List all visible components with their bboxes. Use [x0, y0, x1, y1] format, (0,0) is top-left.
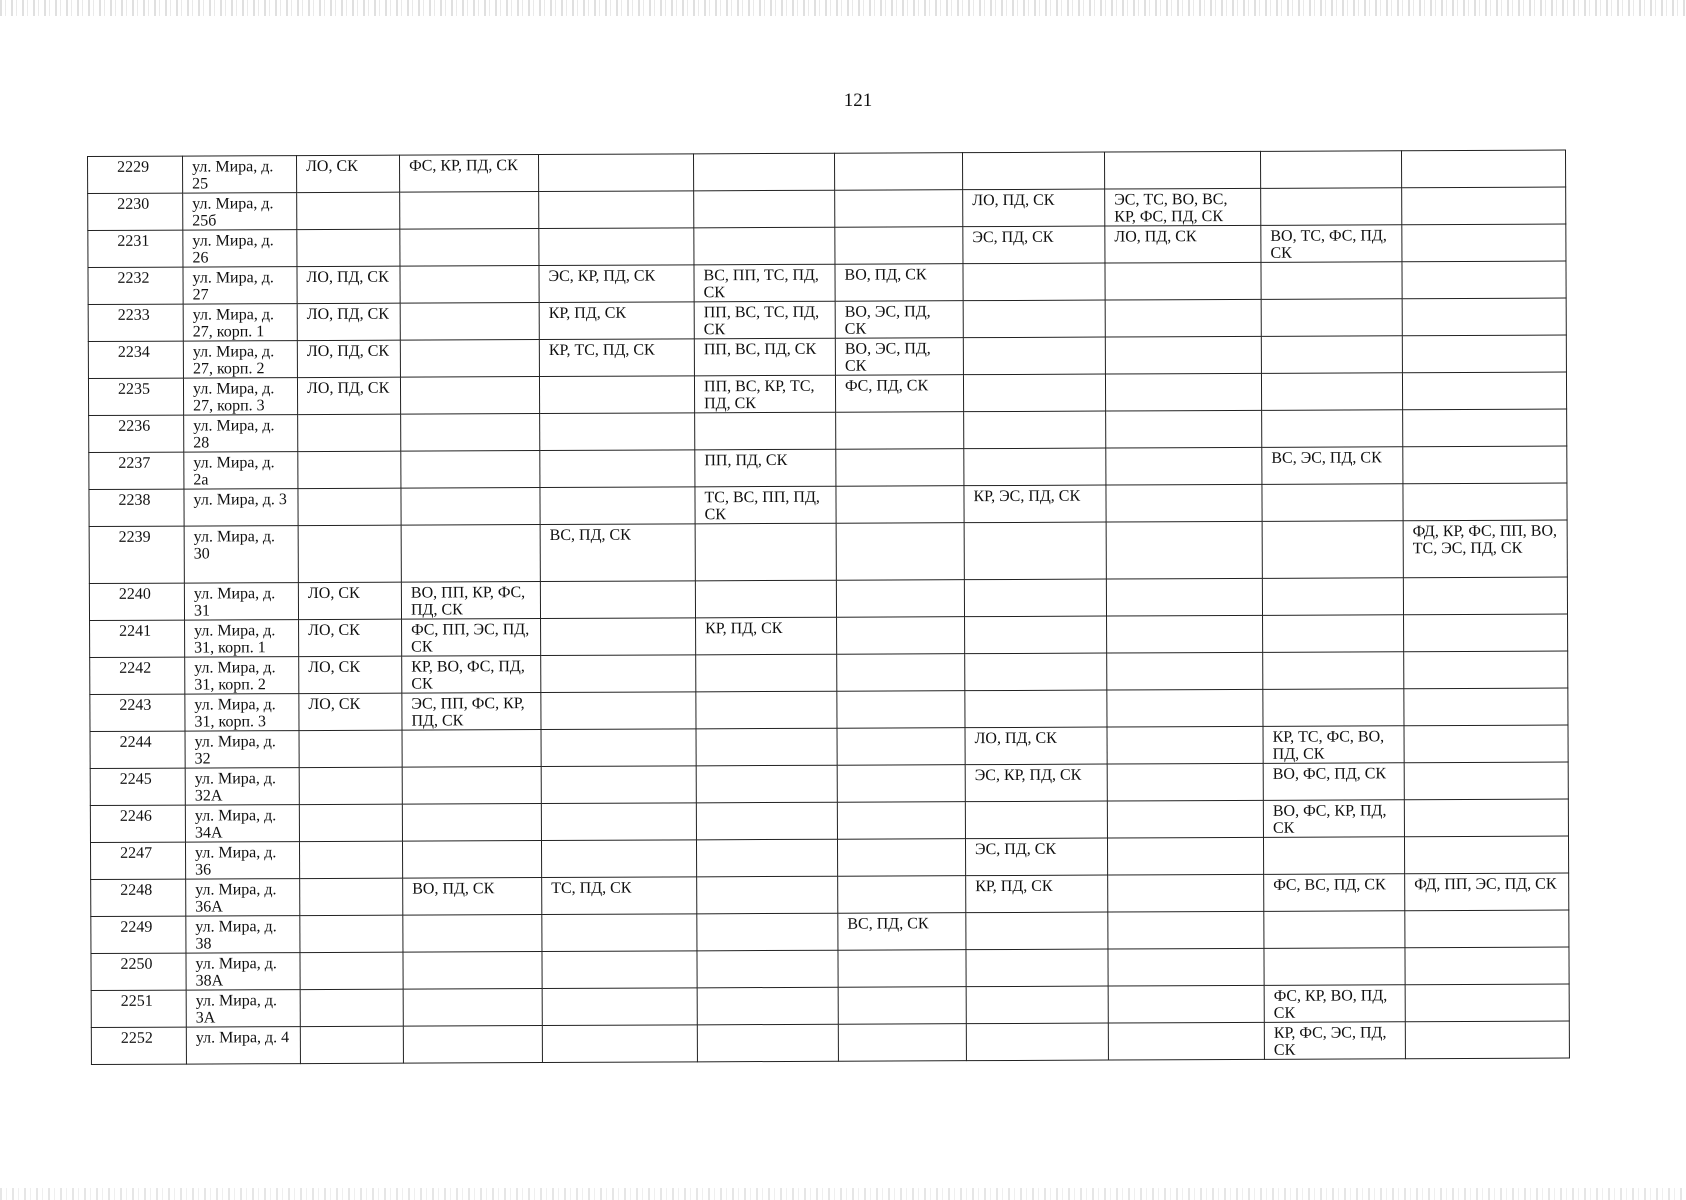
works-cell — [697, 913, 838, 951]
works-cell — [696, 802, 837, 840]
works-cell — [1106, 484, 1262, 522]
works-cell: ЛО, СК — [297, 155, 400, 192]
works-cell — [402, 841, 541, 879]
works-cell — [963, 374, 1105, 412]
works-cell — [402, 767, 541, 805]
row-number: 2248 — [91, 879, 186, 916]
row-number: 2236 — [89, 415, 184, 452]
works-cell: ЛО, ПД, СК — [963, 189, 1105, 227]
works-cell — [1261, 336, 1402, 374]
works-cell — [1402, 261, 1566, 299]
table-row — [89, 577, 1567, 620]
table-row — [89, 446, 1567, 489]
works-cell: ВО, ПП, КР, ФС, ПД, СК — [401, 582, 540, 620]
address-cell: ул. Мира, д. 2а — [184, 452, 298, 489]
works-cell — [1107, 689, 1263, 727]
works-cell — [1263, 689, 1404, 727]
address-cell: ул. Мира, д. 25 — [183, 156, 297, 193]
address-cell: ул. Мира, д. 26 — [183, 230, 297, 267]
works-cell — [1107, 615, 1263, 653]
address-cell: ул. Мира, д. 38 — [186, 916, 300, 953]
works-cell — [541, 729, 696, 767]
scan-edge-bottom — [0, 1188, 1686, 1200]
works-cell — [541, 766, 696, 804]
works-cell — [542, 988, 697, 1026]
works-cell — [401, 525, 540, 583]
works-cell — [541, 655, 696, 693]
address-cell: ул. Мира, д. 27 — [183, 267, 297, 304]
works-cell — [965, 616, 1107, 654]
works-cell — [1402, 187, 1566, 225]
works-cell: ЛО, СК — [299, 656, 402, 693]
works-cell — [540, 487, 695, 525]
works-cell — [1107, 652, 1263, 690]
address-cell: ул. Мира, д. 4 — [186, 1027, 300, 1064]
works-cell: ЛО, ПД, СК — [297, 377, 400, 414]
works-cell: ВО, ЭС, ПД, СК — [835, 338, 963, 376]
works-cell: ПП, ПД, СК — [695, 449, 836, 487]
works-cell — [696, 765, 837, 803]
works-cell — [297, 192, 400, 229]
table-row — [91, 873, 1569, 916]
works-cell — [963, 263, 1105, 301]
works-cell — [1404, 651, 1568, 689]
row-number: 2244 — [90, 731, 185, 768]
works-cell — [963, 337, 1105, 375]
works-cell: ЛО, СК — [299, 693, 402, 730]
works-cell: КР, ФС, ЭС, ПД, СК — [1264, 1022, 1405, 1060]
works-cell — [403, 1026, 542, 1064]
works-cell — [542, 951, 697, 989]
works-cell — [1108, 1022, 1264, 1060]
works-cell: ЛО, СК — [298, 582, 401, 619]
works-cell — [541, 803, 696, 841]
works-cell — [697, 950, 838, 988]
works-cell — [965, 653, 1107, 691]
works-cell — [400, 192, 539, 230]
works-cell — [838, 876, 966, 914]
works-cell: ВО, ФС, ПД, СК — [1263, 763, 1404, 801]
works-cell: ЭС, КР, ПД, СК — [965, 764, 1107, 802]
row-number: 2232 — [88, 267, 183, 304]
works-cell: ВО, ФС, КР, ПД, СК — [1263, 800, 1404, 838]
works-cell — [1404, 762, 1568, 800]
works-cell — [403, 952, 542, 990]
works-cell — [693, 153, 834, 191]
works-cell — [1261, 188, 1402, 226]
works-cell — [541, 692, 696, 730]
works-cell: ЭС, ТС, ВО, ВС, КР, ФС, ПД, СК — [1105, 188, 1261, 226]
works-cell — [403, 989, 542, 1027]
works-cell — [539, 228, 694, 266]
works-cell — [694, 190, 835, 228]
table-row — [90, 614, 1568, 657]
works-cell: ФС, ВС, ПД, СК — [1264, 874, 1405, 912]
works-cell — [1404, 799, 1568, 837]
works-cell: ВО, ТС, ФС, ПД, СК — [1261, 225, 1402, 263]
works-cell — [539, 191, 694, 229]
works-cell — [400, 303, 539, 341]
table-row — [90, 688, 1568, 731]
works-cell: ПП, ВС, КР, ТС, ПД, СК — [694, 375, 835, 413]
works-cell — [1402, 372, 1566, 410]
works-cell — [1107, 726, 1263, 764]
table-row — [91, 1021, 1569, 1064]
works-cell — [298, 451, 401, 488]
works-cell — [696, 839, 837, 877]
works-cell — [695, 580, 836, 618]
works-cell — [1403, 446, 1567, 484]
works-cell: ВО, ПД, СК — [835, 264, 963, 302]
works-cell — [1405, 947, 1569, 985]
works-cell — [1263, 837, 1404, 875]
address-cell: ул. Мира, д. 31, корп. 3 — [185, 694, 299, 731]
works-cell — [1108, 911, 1264, 949]
works-cell — [1403, 409, 1567, 447]
works-cell — [1262, 410, 1403, 448]
works-cell: ПП, ВС, ТС, ПД, СК — [694, 301, 835, 339]
works-cell — [298, 525, 401, 582]
works-cell — [1404, 725, 1568, 763]
row-number: 2250 — [91, 953, 186, 990]
address-cell: ул. Мира, д. 34А — [185, 805, 299, 842]
works-cell — [1261, 299, 1402, 337]
works-cell — [300, 952, 403, 989]
works-cell — [696, 654, 837, 692]
works-cell — [837, 839, 965, 877]
works-cell — [697, 1024, 838, 1062]
works-cell — [1105, 262, 1261, 300]
works-cell — [1261, 262, 1402, 300]
works-cell — [963, 300, 1105, 338]
works-cell: ТС, ВС, ПП, ПД, СК — [695, 486, 836, 524]
works-cell: ФД, ПП, ЭС, ПД, СК — [1405, 873, 1569, 911]
works-cell: КР, ВО, ФС, ПД, СК — [402, 656, 541, 694]
works-cell: ФС, КР, ПД, СК — [399, 155, 538, 193]
table-row — [89, 409, 1567, 452]
works-cell — [836, 523, 964, 581]
address-cell: ул. Мира, д. 36А — [186, 879, 300, 916]
table-row — [90, 799, 1568, 842]
works-cell — [1402, 298, 1566, 336]
works-cell — [1262, 578, 1403, 616]
works-cell — [836, 580, 964, 618]
works-cell — [1401, 150, 1565, 188]
row-number: 2246 — [90, 805, 185, 842]
works-cell: ФС, ПП, ЭС, ПД, СК — [402, 619, 541, 657]
table-row — [88, 261, 1566, 304]
works-cell: КР, ЭС, ПД, СК — [964, 485, 1106, 523]
works-cell — [540, 413, 695, 451]
works-cell — [834, 153, 962, 191]
works-cell — [1105, 299, 1261, 337]
table-row — [88, 224, 1566, 267]
works-cell — [299, 804, 402, 841]
works-cell — [965, 801, 1107, 839]
works-cell — [837, 617, 965, 655]
works-cell — [1405, 984, 1569, 1022]
works-cell — [697, 876, 838, 914]
works-cell — [299, 767, 402, 804]
works-cell — [964, 448, 1106, 486]
table-row — [91, 984, 1569, 1027]
address-cell: ул. Мира, д. 3 — [184, 489, 298, 526]
works-cell — [838, 950, 966, 988]
works-cell — [400, 266, 539, 304]
row-number: 2238 — [89, 489, 184, 526]
address-cell: ул. Мира, д. 30 — [184, 526, 298, 583]
works-cell: ФС, КР, ВО, ПД, СК — [1264, 985, 1405, 1023]
table-body — [88, 150, 1570, 1064]
works-cell — [838, 1024, 966, 1062]
works-cell — [1105, 373, 1261, 411]
works-cell — [964, 411, 1106, 449]
address-cell: ул. Мира, д. 27, корп. 3 — [183, 378, 297, 415]
works-cell — [403, 915, 542, 953]
works-cell — [542, 1025, 697, 1063]
works-cell — [1107, 763, 1263, 801]
works-cell — [696, 728, 837, 766]
address-cell: ул. Мира, д. 32А — [185, 768, 299, 805]
address-cell: ул. Мира, д. 38А — [186, 953, 300, 990]
works-cell — [540, 450, 695, 488]
row-number: 2249 — [91, 916, 186, 953]
table-row — [91, 947, 1569, 990]
works-cell — [1106, 410, 1262, 448]
works-cell — [966, 1023, 1108, 1061]
row-number: 2237 — [89, 452, 184, 489]
works-cell — [401, 488, 540, 526]
works-cell — [1403, 577, 1567, 615]
table-row — [90, 762, 1568, 805]
works-cell — [835, 190, 963, 228]
works-cell: ЭС, КР, ПД, СК — [539, 265, 694, 303]
works-cell: ЛО, ПД, СК — [297, 266, 400, 303]
works-cell — [1403, 483, 1567, 521]
works-cell — [964, 579, 1106, 617]
table-row — [88, 298, 1566, 341]
row-number: 2234 — [88, 341, 183, 378]
works-cell: КР, ТС, ФС, ВО, ПД, СК — [1263, 726, 1404, 764]
works-cell: ВС, ПД, СК — [540, 524, 695, 582]
works-cell: ФС, ПД, СК — [835, 375, 963, 413]
works-cell: ЭС, ПД, СК — [965, 838, 1107, 876]
table-row — [89, 483, 1567, 526]
works-cell — [1108, 985, 1264, 1023]
row-number: 2229 — [88, 156, 183, 193]
works-cell — [836, 486, 964, 524]
works-cell — [837, 654, 965, 692]
works-cell — [838, 987, 966, 1025]
row-number: 2230 — [88, 193, 183, 230]
works-cell: ВС, ПД, СК — [838, 913, 966, 951]
table-row — [90, 651, 1568, 694]
scan-edge-top — [0, 0, 1686, 16]
works-cell: ЭС, ПД, СК — [963, 226, 1105, 264]
works-cell — [694, 227, 835, 265]
works-cell — [1262, 521, 1403, 579]
works-cell — [1105, 336, 1261, 374]
works-cell — [695, 523, 836, 581]
table-row — [90, 836, 1568, 879]
works-cell — [400, 229, 539, 267]
works-cell — [1108, 948, 1264, 986]
works-cell — [400, 377, 539, 415]
address-cell: ул. Мира, д. 27, корп. 2 — [183, 341, 297, 378]
row-number: 2252 — [91, 1027, 186, 1064]
row-number: 2239 — [89, 526, 184, 583]
works-cell — [541, 840, 696, 878]
works-cell — [1404, 688, 1568, 726]
works-cell — [696, 691, 837, 729]
works-cell — [539, 376, 694, 414]
works-cell — [300, 878, 403, 915]
works-cell — [538, 154, 693, 192]
works-cell — [400, 340, 539, 378]
address-cell: ул. Мира, д. 31, корп. 2 — [185, 657, 299, 694]
works-cell: ТС, ПД, СК — [542, 877, 697, 915]
works-cell: ЛО, СК — [299, 619, 402, 656]
works-cell: ЛО, ПД, СК — [297, 340, 400, 377]
works-cell — [1106, 578, 1262, 616]
row-number: 2251 — [91, 990, 186, 1027]
works-cell — [299, 730, 402, 767]
works-cell — [1106, 521, 1262, 579]
works-cell — [966, 986, 1108, 1024]
works-cell — [1260, 151, 1401, 189]
works-cell: ВО, ЭС, ПД, СК — [835, 301, 963, 339]
works-cell — [837, 765, 965, 803]
table-row — [88, 335, 1566, 378]
works-cell — [297, 229, 400, 266]
table-row — [88, 372, 1566, 415]
works-cell: КР, ПД, СК — [696, 617, 837, 655]
works-cell — [1263, 615, 1404, 653]
works-cell — [837, 691, 965, 729]
works-cell — [1264, 911, 1405, 949]
works-cell — [835, 227, 963, 265]
works-cell — [965, 690, 1107, 728]
works-cell: ФД, КР, ФС, ПП, ВО, ТС, ЭС, ПД, СК — [1403, 520, 1567, 578]
works-cell — [542, 914, 697, 952]
works-cell — [300, 915, 403, 952]
works-cell — [298, 488, 401, 525]
works-cell — [541, 618, 696, 656]
works-cell — [1262, 484, 1403, 522]
works-cell — [300, 1026, 403, 1063]
works-cell — [1107, 800, 1263, 838]
works-cell: ВС, ЭС, ПД, СК — [1262, 447, 1403, 485]
works-cell — [1264, 948, 1405, 986]
page-number: 121 — [843, 90, 873, 111]
works-cell — [300, 989, 403, 1026]
works-cell: КР, ТС, ПД, СК — [539, 339, 694, 377]
works-cell — [1404, 836, 1568, 874]
works-cell — [962, 152, 1104, 190]
works-cell — [697, 987, 838, 1025]
row-number: 2247 — [90, 842, 185, 879]
works-cell — [966, 949, 1108, 987]
schedule-table — [87, 150, 1570, 1065]
works-cell: ЭС, ПП, ФС, КР, ПД, СК — [402, 693, 541, 731]
row-number: 2231 — [88, 230, 183, 267]
works-cell: ЛО, ПД, СК — [1105, 225, 1261, 263]
address-cell: ул. Мира, д. 32 — [185, 731, 299, 768]
row-number: 2242 — [90, 657, 185, 694]
row-number: 2235 — [88, 378, 183, 415]
works-cell — [964, 522, 1106, 580]
works-cell — [401, 414, 540, 452]
works-cell: КР, ПД, СК — [966, 875, 1108, 913]
works-cell: ВО, ПД, СК — [403, 878, 542, 916]
works-cell: ПП, ВС, ПД, СК — [694, 338, 835, 376]
address-cell: ул. Мира, д. 28 — [184, 415, 298, 452]
works-cell — [1261, 373, 1402, 411]
works-cell: ЛО, ПД, СК — [965, 727, 1107, 765]
row-number: 2245 — [90, 768, 185, 805]
works-cell — [1404, 614, 1568, 652]
table-row — [90, 725, 1568, 768]
works-cell: КР, ПД, СК — [539, 302, 694, 340]
address-cell: ул. Мира, д. 31, корп. 1 — [185, 620, 299, 657]
address-cell: ул. Мира, д. 31 — [184, 583, 298, 620]
works-cell — [1405, 910, 1569, 948]
works-cell — [298, 414, 401, 451]
works-cell — [1108, 874, 1264, 912]
works-cell: ВС, ПП, ТС, ПД, СК — [694, 264, 835, 302]
table-row — [89, 520, 1567, 583]
table-row — [88, 187, 1566, 230]
table-row — [88, 150, 1566, 193]
address-cell: ул. Мира, д. 27, корп. 1 — [183, 304, 297, 341]
row-number: 2233 — [88, 304, 183, 341]
address-cell: ул. Мира, д. 3А — [186, 990, 300, 1027]
works-cell — [1402, 335, 1566, 373]
works-cell — [1263, 652, 1404, 690]
address-cell: ул. Мира, д. 36 — [185, 842, 299, 879]
works-cell — [401, 451, 540, 489]
works-cell — [695, 412, 836, 450]
works-cell — [836, 412, 964, 450]
works-cell — [836, 449, 964, 487]
works-cell — [540, 581, 695, 619]
works-cell — [837, 728, 965, 766]
address-cell: ул. Мира, д. 25б — [183, 193, 297, 230]
works-cell — [837, 802, 965, 840]
row-number: 2240 — [89, 583, 184, 620]
works-cell — [402, 730, 541, 768]
works-cell — [1106, 447, 1262, 485]
works-cell — [1405, 1021, 1569, 1059]
row-number: 2243 — [90, 694, 185, 731]
table-row — [91, 910, 1569, 953]
works-cell — [402, 804, 541, 842]
row-number: 2241 — [90, 620, 185, 657]
works-cell — [1104, 151, 1260, 189]
works-cell — [966, 912, 1108, 950]
works-cell: ЛО, ПД, СК — [297, 303, 400, 340]
works-cell — [1402, 224, 1566, 262]
works-cell — [1107, 837, 1263, 875]
works-cell — [299, 841, 402, 878]
